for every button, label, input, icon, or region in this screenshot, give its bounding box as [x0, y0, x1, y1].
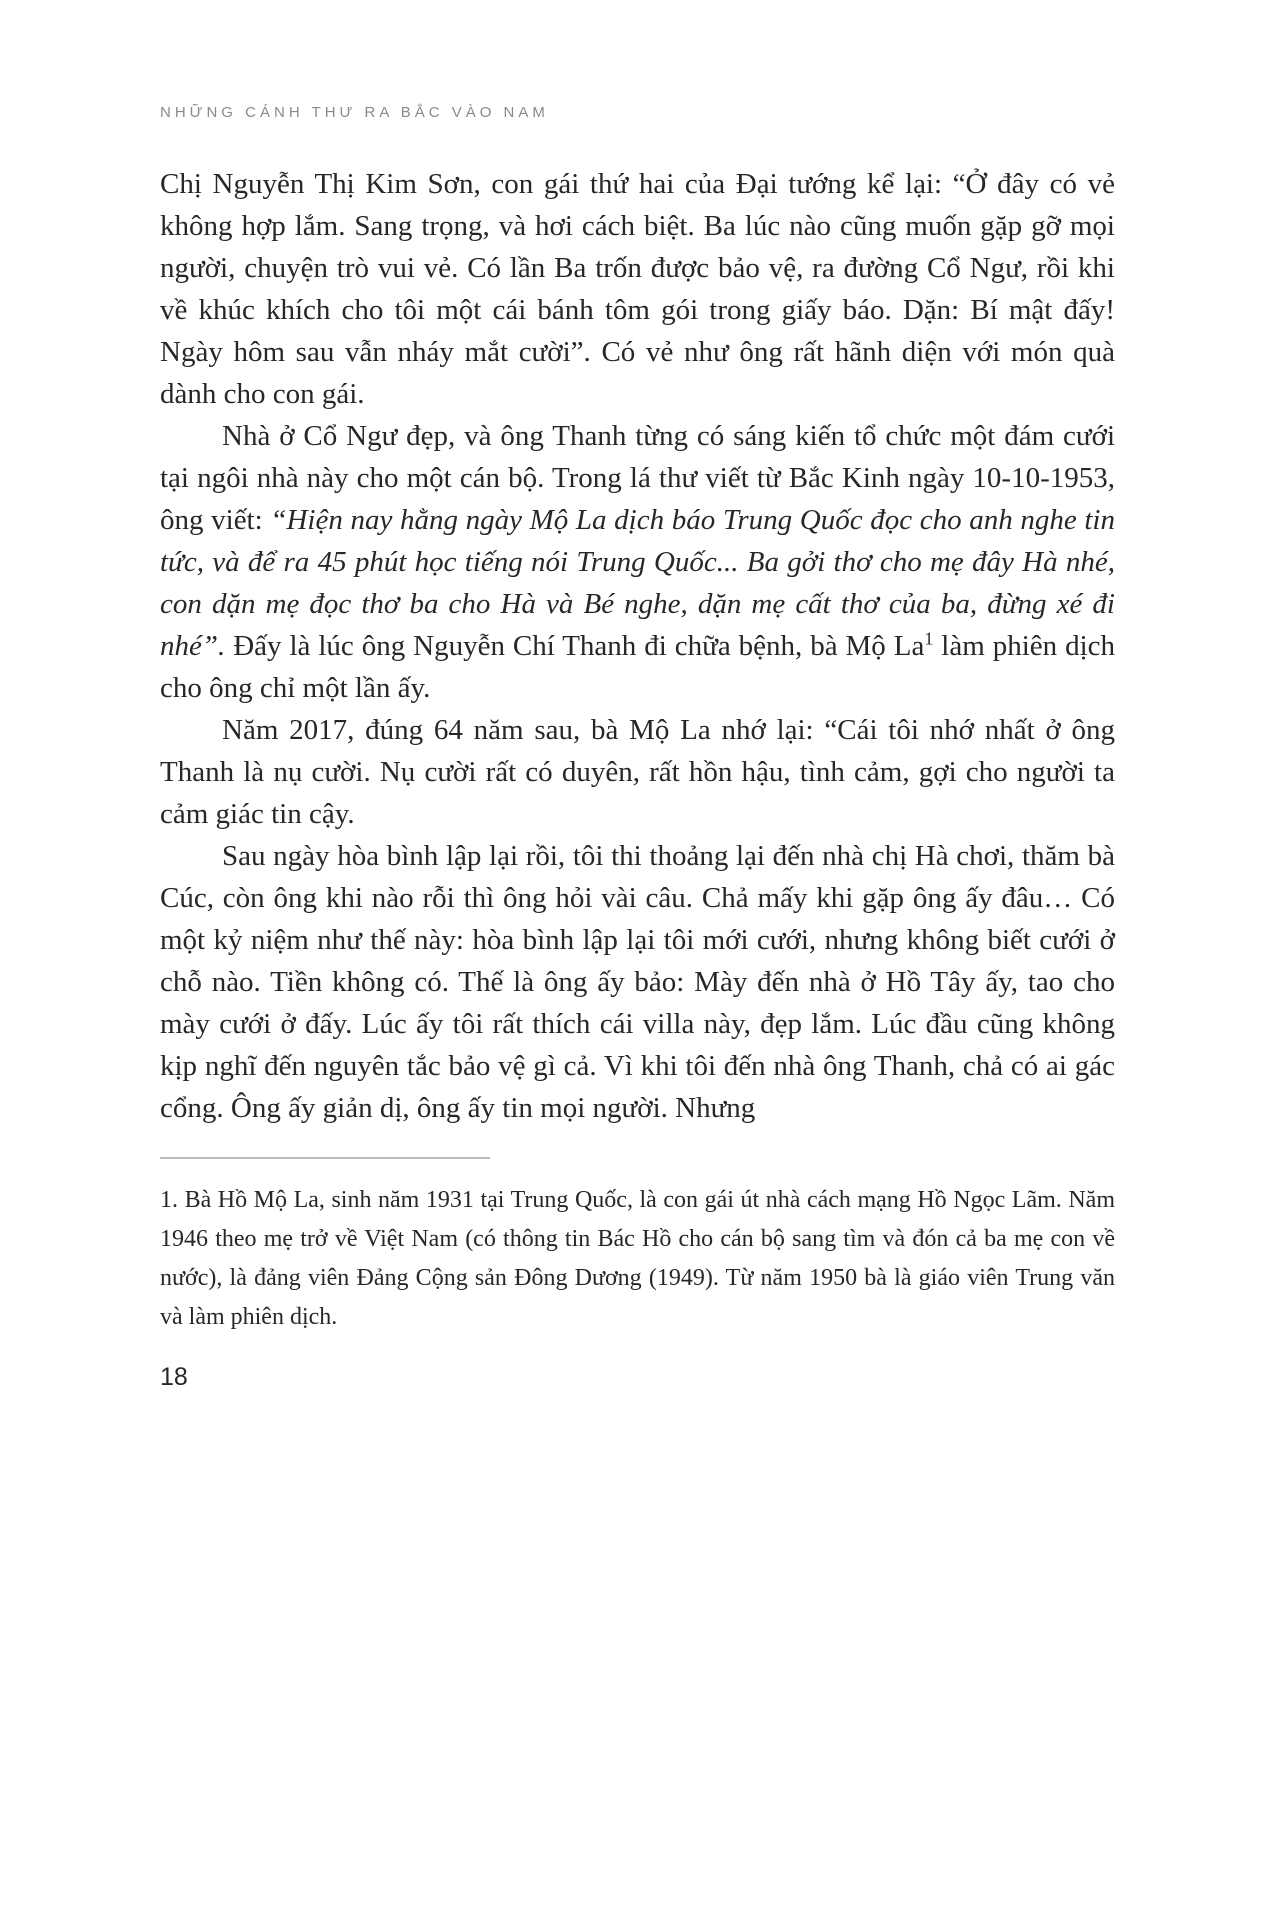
running-header: NHỮNG CÁNH THƯ RA BẮC VÀO NAM [160, 104, 549, 121]
footnote-divider [160, 1157, 490, 1159]
footnote-text: 1. Bà Hồ Mộ La, sinh năm 1931 tại Trung Quốc, là con gái út nhà cách mạng Hồ Ngọc Lãm. Năm 1946 theo mẹ trở về Việt Nam (có thông tin Bác Hồ cho cán bộ sang tìm và đón cả ba mẹ con về nước), là đảng viên Đảng Cộng sản Đông Dương (1949). Từ năm 1950 bà là giáo viên Trung văn và làm phiên dịch. [160, 1187, 1115, 1330]
paragraph-3-text: Năm 2017, đúng 64 năm sau, bà Mộ La nhớ lại: “Cái tôi nhớ nhất ở ông Thanh là nụ cười. Nụ cười rất có duyên, rất hồn hậu, tình cảm, gợi cho người ta cảm giác tin cậy. [160, 714, 1115, 830]
paragraph-1-text: Chị Nguyễn Thị Kim Sơn, con gái thứ hai của Đại tướng kể lại: “Ở đây có vẻ không hợp lắm. Sang trọng, và hơi cách biệt. Ba lúc nào cũng muốn gặp gỡ mọi người, chuyện trò vui vẻ. Có lần Ba trốn được bảo vệ, ra đường Cổ Ngư, rồi khi về khúc khích cho tôi một cái bánh tôm gói trong giấy báo. Dặn: Bí mật đấy! Ngày hôm sau vẫn nháy mắt cười”. Có vẻ như ông rất hãnh diện với món quà dành cho con gái. [160, 168, 1115, 410]
body-text [160, 163, 1115, 1129]
paragraph-2-text-continued: Đấy là lúc ông Nguyễn Chí Thanh đi chữa bệnh, bà Mộ La [225, 630, 925, 662]
paragraph-4-text: Sau ngày hòa bình lập lại rồi, tôi thi thoảng lại đến nhà chị Hà chơi, thăm bà Cúc, còn ông khi nào rỗi thì ông hỏi vài câu. Chả mấy khi gặp ông ấy đâu… Có một kỷ niệm như thế này: hòa bình lập lại tôi mới cưới, nhưng không biết cưới ở chỗ nào. Tiền không có. Thế là ông ấy bảo: Mày đến nhà ở Hồ Tây ấy, tao cho mày cưới ở đấy. Lúc ấy tôi rất thích cái villa này, đẹp lắm. Lúc đầu cũng không kịp nghĩ đến nguyên tắc bảo vệ gì cả. Vì khi tôi đến nhà ông Thanh, chả có ai gác cổng. Ông ấy giản dị, ông ấy tin mọi người. Nhưng [160, 840, 1115, 1124]
paragraph-1 [160, 163, 1115, 415]
page-number: 18 [160, 1363, 188, 1391]
paragraph-2-text-end: làm phiên dịch cho ông chỉ một lần ấy. [160, 630, 1115, 704]
paragraph-3 [160, 709, 1115, 835]
paragraph-4 [160, 835, 1115, 1129]
letter-quote-italic: “Hiện nay hằng ngày Mộ La dịch báo Trung Quốc đọc cho anh nghe tin tức, và để ra 45 phút học tiếng nói Trung Quốc... Ba gởi thơ cho mẹ đây Hà nhé, con dặn mẹ đọc thơ ba cho Hà và Bé nghe, dặn mẹ cất thơ của ba, đừng xé đi nhé”. [160, 504, 1115, 662]
paragraph-2 [160, 415, 1115, 709]
paragraph-2-text: Nhà ở Cổ Ngư đẹp, và ông Thanh từng có sáng kiến tổ chức một đám cưới tại ngôi nhà này cho một cán bộ. Trong lá thư viết từ Bắc Kinh ngày 10-10-1953, ông viết: [160, 420, 1115, 536]
footnote-reference-1: 1 [924, 628, 934, 649]
